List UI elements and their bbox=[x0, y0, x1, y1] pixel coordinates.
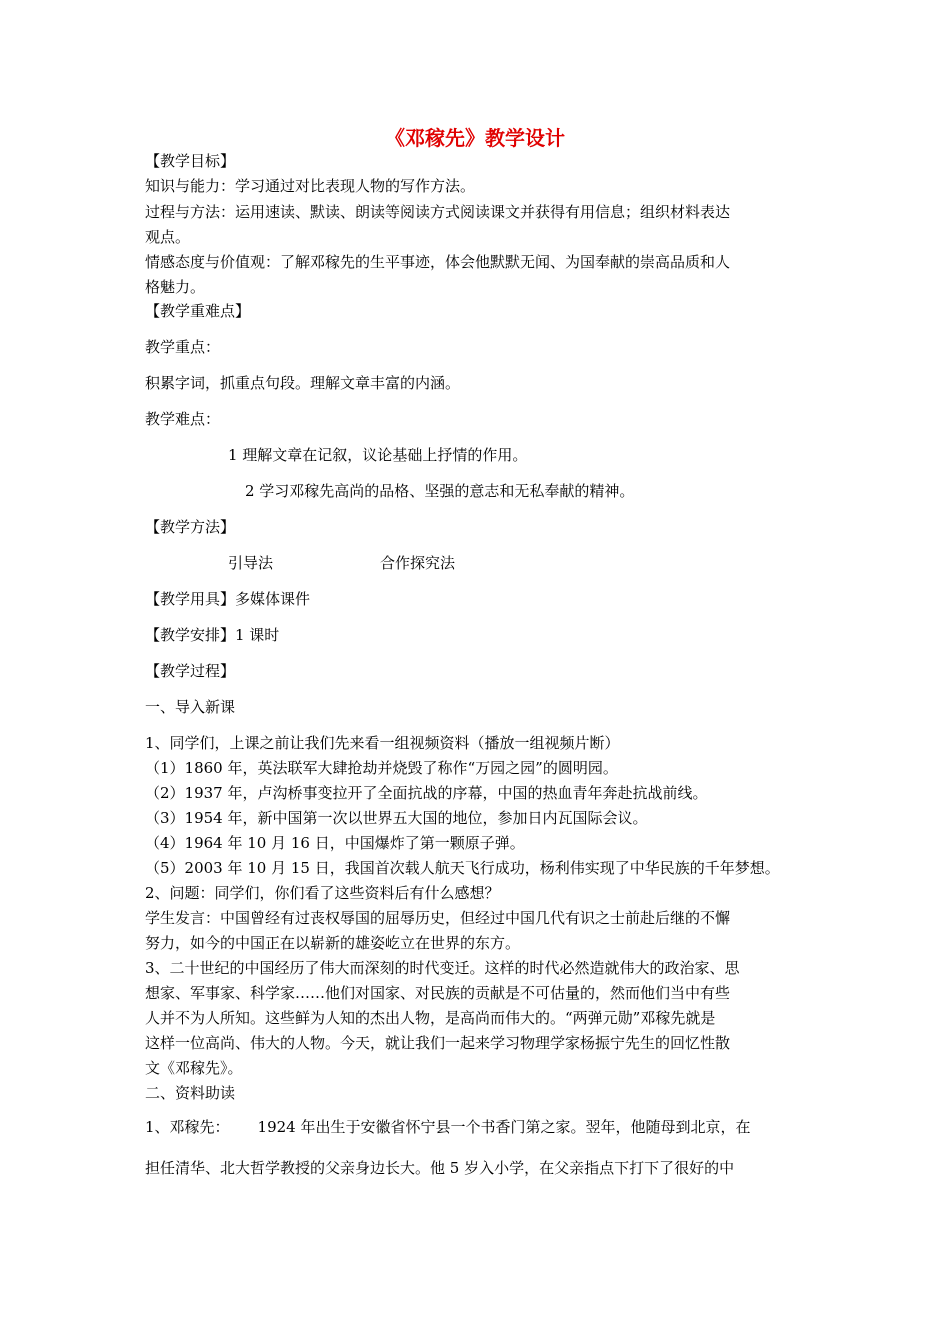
teaching-process-heading: 【教学过程】 bbox=[145, 662, 236, 680]
key-points-heading: 【教学重难点】 bbox=[145, 302, 251, 320]
bio-label: 1、邓稼先： bbox=[145, 1118, 230, 1136]
intro-item-3-line: 3、二十世纪的中国经历了伟大而深刻的时代变迁。这样的时代必然造就伟大的政治家、思 bbox=[145, 959, 740, 977]
bio-line-1 bbox=[145, 1116, 751, 1138]
event-item: （3）1954 年，新中国第一次以世界五大国的地位，参加日内瓦国际会议。 bbox=[145, 809, 648, 827]
teaching-goals-heading: 【教学目标】 bbox=[145, 152, 236, 170]
goal-knowledge: 知识与能力：学习通过对比表现人物的写作方法。 bbox=[145, 177, 476, 195]
goal-process-line-1: 过程与方法：运用速读、默读、朗读等阅读方式阅读课文并获得有用信息；组织材料表达 bbox=[145, 203, 731, 221]
goal-emotion-line-2: 格魅力。 bbox=[145, 278, 206, 296]
goal-emotion-line-1: 情感态度与价值观：了解邓稼先的生平事迹，体会他默默无闻、为国奉献的崇高品质和人 bbox=[145, 253, 731, 271]
methods-heading: 【教学方法】 bbox=[145, 518, 236, 536]
intro-item-3-line: 人并不为人所知。这些鲜为人知的杰出人物，是高尚而伟大的。“两弹元勋”邓稼先就是 bbox=[145, 1009, 716, 1027]
event-item: （1）1860 年，英法联军大肆抢劫并烧毁了称作“万园之园”的圆明园。 bbox=[145, 759, 618, 777]
section-materials-heading: 二、资料助读 bbox=[145, 1084, 236, 1102]
intro-item-1: 1、同学们，上课之前让我们先来看一组视频资料（播放一组视频片断） bbox=[145, 734, 620, 752]
key-point-text: 积累字词，抓重点句段。理解文章丰富的内涵。 bbox=[145, 374, 461, 392]
method-cooperative: 合作探究法 bbox=[380, 554, 456, 572]
bio-line-2: 担任清华、北大哲学教授的父亲身边长大。他 5 岁入小学，在父亲指点下打下了很好的中 bbox=[145, 1159, 735, 1177]
method-guide: 引导法 bbox=[228, 554, 274, 572]
event-item: （2）1937 年，卢沟桥事变拉开了全面抗战的序幕，中国的热血青年奔赴抗战前线。 bbox=[145, 784, 708, 802]
intro-item-3-line: 想家、军事家、科学家……他们对国家、对民族的贡献是不可估量的，然而他们当中有些 bbox=[145, 984, 731, 1002]
difficult-point-2: 2 学习邓稼先高尚的品格、坚强的意志和无私奉献的精神。 bbox=[245, 482, 635, 500]
event-item: （5）2003 年 10 月 15 日，我国首次载人航天飞行成功，杨利伟实现了中华民族的千年梦想。 bbox=[145, 859, 780, 877]
intro-item-3-line: 这样一位高尚、伟大的人物。今天，就让我们一起来学习物理学家杨振宁先生的回忆性散 bbox=[145, 1034, 731, 1052]
student-answer-line-2: 努力，如今的中国正在以崭新的雄姿屹立在世界的东方。 bbox=[145, 934, 521, 952]
bio-text-1: 1924 年出生于安徽省怀宁县一个书香门第之家。翌年，他随母到北京，在 bbox=[257, 1118, 751, 1136]
event-item: （4）1964 年 10 月 16 日，中国爆炸了第一颗原子弹。 bbox=[145, 834, 525, 852]
key-point-label: 教学重点： bbox=[145, 338, 221, 356]
teaching-schedule: 【教学安排】1 课时 bbox=[145, 626, 280, 644]
difficult-point-1: 1 理解文章在记叙，议论基础上抒情的作用。 bbox=[228, 446, 528, 464]
intro-item-3-line: 文《邓稼先》。 bbox=[145, 1059, 243, 1077]
student-answer-line-1: 学生发言：中国曾经有过丧权辱国的屈辱历史，但经过中国几代有识之士前赴后继的不懈 bbox=[145, 909, 731, 927]
intro-item-2: 2、问题：同学们，你们看了这些资料后有什么感想？ bbox=[145, 884, 500, 902]
teaching-tools: 【教学用具】多媒体课件 bbox=[145, 590, 311, 608]
goal-process-line-2: 观点。 bbox=[145, 228, 191, 246]
difficult-point-label: 教学难点： bbox=[145, 410, 221, 428]
document-title: 《邓稼先》教学设计 bbox=[385, 126, 565, 150]
section-intro-heading: 一、导入新课 bbox=[145, 698, 236, 716]
